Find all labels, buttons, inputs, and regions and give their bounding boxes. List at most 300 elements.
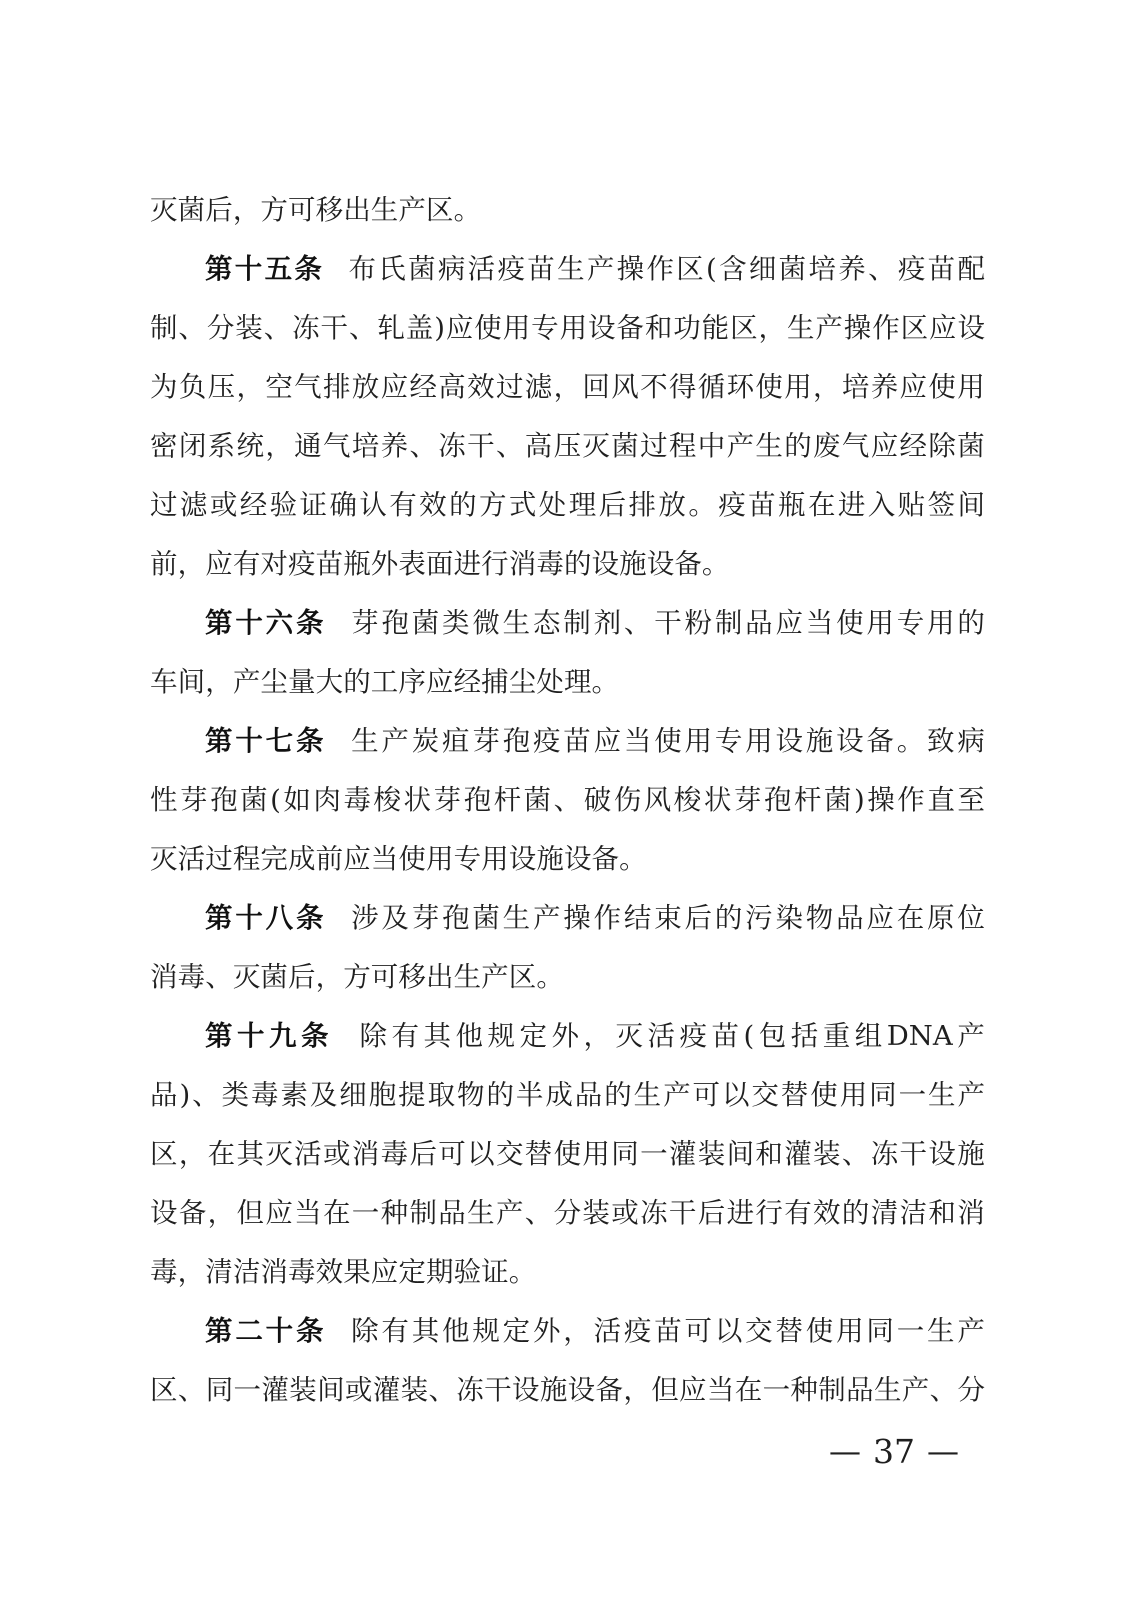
body-char: 菌: [260, 960, 288, 993]
body-char: 品: [846, 1373, 874, 1406]
body-char: ，: [265, 429, 293, 462]
body-char: 疽: [442, 724, 470, 757]
body-char: 过: [640, 429, 668, 462]
body-char: 量: [288, 665, 316, 698]
body-char: 活: [294, 1137, 322, 1170]
body-char: 消: [150, 960, 178, 993]
article-heading-char: 十: [235, 606, 263, 639]
text-line: [150, 181, 985, 240]
body-char: 细: [339, 1078, 367, 1111]
body-char: 生: [370, 193, 399, 226]
body-char: 品: [150, 1078, 178, 1111]
body-char: 微: [472, 606, 500, 639]
text-line: [150, 948, 985, 1007]
body-char: 经: [899, 429, 928, 462]
body-char: 及: [309, 1078, 338, 1111]
body-char: 使: [398, 842, 426, 875]
body-char: 一: [233, 1373, 262, 1406]
body-char: 应: [370, 1255, 399, 1288]
text-line: [150, 299, 985, 358]
article-heading-char: 十: [237, 1019, 265, 1052]
body-char: 洁: [232, 1255, 261, 1288]
body-char: 在: [207, 1137, 236, 1170]
body-char: 专: [531, 311, 559, 344]
body-char: 区: [150, 1137, 178, 1170]
article-heading-char: 条: [295, 901, 324, 934]
body-char: 用: [839, 1078, 868, 1111]
body-char: 设: [836, 724, 864, 757]
body-char: 、: [409, 429, 437, 462]
body-char: 清: [205, 1255, 233, 1288]
body-char: 验: [269, 488, 298, 521]
body-char: 操: [563, 901, 591, 934]
body-char: 操: [843, 311, 872, 344]
body-char: 苗: [315, 547, 344, 580]
body-char: 应: [343, 842, 371, 875]
body-char: 有: [784, 1196, 812, 1229]
body-char: 经: [453, 665, 482, 698]
body-char: ，: [813, 370, 841, 403]
body-char: 气: [841, 429, 870, 462]
body-char: 尘: [508, 665, 537, 698]
body-char: 疫: [532, 724, 561, 757]
body-char: 区: [676, 252, 704, 285]
body-char: 放: [351, 370, 380, 403]
body-char: 活: [647, 1019, 675, 1052]
body-char: 程: [232, 842, 261, 875]
body-char: 冻: [292, 311, 320, 344]
body-char: 间: [957, 488, 985, 521]
body-char: 闭: [178, 429, 207, 462]
body-char: 活: [593, 1314, 622, 1347]
body-char: 苗: [711, 1019, 739, 1052]
text-line: [150, 1007, 985, 1066]
body-char: 装: [400, 1373, 429, 1406]
body-char: 通: [294, 429, 322, 462]
body-char: 养: [380, 429, 409, 462]
body-char: 一: [898, 1078, 927, 1111]
body-char: 制: [714, 606, 743, 639]
body-char: 类: [442, 606, 470, 639]
body-char: 工: [370, 665, 399, 698]
article-heading-char: 第: [205, 606, 233, 639]
body-char: 移: [315, 193, 344, 226]
body-char: 品: [745, 606, 773, 639]
body-char: 毒: [177, 960, 206, 993]
body-char: 用: [957, 370, 985, 403]
body-char: 施: [957, 1137, 985, 1170]
body-char: 设: [646, 547, 675, 580]
body-char: 替: [775, 1314, 803, 1347]
body-char: 备: [591, 842, 620, 875]
body-char: 生: [502, 606, 531, 639]
body-char: 或: [209, 488, 238, 521]
body-char: 生: [351, 724, 379, 757]
body-char: 性: [150, 783, 178, 816]
body-char: 孢: [763, 783, 792, 816]
body-char: 验: [453, 1255, 482, 1288]
body-char: 气: [294, 370, 322, 403]
body-char: 可: [438, 1137, 466, 1170]
text-line: [150, 358, 985, 417]
body-char: 间: [726, 1137, 755, 1170]
body-char: 使: [928, 370, 956, 403]
body-char: ): [179, 1078, 191, 1111]
body-char: 后: [409, 1137, 437, 1170]
body-char: 灭: [615, 1019, 643, 1052]
article-heading-char: 七: [265, 724, 294, 757]
body-char: 疫: [897, 252, 926, 285]
body-char: 备: [178, 1196, 207, 1229]
body-char: 定: [398, 1255, 426, 1288]
body-char: 交: [495, 1137, 524, 1170]
body-char: 疫: [718, 488, 746, 521]
body-char: 车: [150, 665, 178, 698]
page-footer: [829, 1430, 959, 1472]
body-char: 施: [805, 724, 834, 757]
article-heading-char: 十: [235, 724, 263, 757]
body-char: 灭: [582, 429, 610, 462]
body-char: 风: [611, 370, 639, 403]
body-char: 成: [545, 1078, 573, 1111]
body-char: ，: [205, 665, 233, 698]
body-char: 区: [508, 960, 537, 993]
body-char: 包: [758, 1019, 787, 1052]
body-char: 菌: [240, 783, 268, 816]
body-char: 毒: [343, 783, 371, 816]
body-char: 产: [586, 252, 615, 285]
body-char: 冻: [438, 429, 466, 462]
body-char: 后: [598, 488, 627, 521]
body-char: 芽: [433, 783, 462, 816]
body-char: 芽: [180, 783, 208, 816]
article-heading-char: 第: [205, 724, 233, 757]
body-char: 炭: [411, 724, 440, 757]
body-char: 活: [177, 842, 206, 875]
body-char: 孢: [502, 724, 531, 757]
body-char: 的: [841, 1196, 870, 1229]
body-char: 苗: [748, 488, 776, 521]
body-char: 芽: [733, 783, 762, 816]
body-char: 用: [481, 842, 509, 875]
article-heading-char: 二: [235, 1314, 263, 1347]
body-char: 入: [867, 488, 896, 521]
body-char: 移: [398, 960, 426, 993]
article-heading-char: 五: [264, 252, 293, 285]
body-char: 操: [616, 252, 645, 285]
body-char: 种: [790, 1373, 818, 1406]
body-char: 芽: [411, 901, 440, 934]
body-char: 苗: [654, 1314, 682, 1347]
body-char: 装: [289, 1373, 317, 1406]
body-char: 统: [236, 429, 264, 462]
body-char: 用: [502, 311, 531, 344]
article-heading-char: 十: [265, 1314, 294, 1347]
body-char: 效: [419, 488, 447, 521]
body-char: 出: [425, 960, 454, 993]
body-char: 。: [701, 547, 730, 580]
body-char: 当: [294, 1196, 322, 1229]
body-char: 功: [673, 311, 701, 344]
body-char: 种: [380, 1196, 409, 1229]
body-char: 可: [684, 1314, 712, 1347]
body-char: 理: [563, 665, 592, 698]
body-char: 。: [453, 193, 482, 226]
body-char: 除: [359, 1019, 387, 1052]
body-char: 和: [644, 311, 673, 344]
body-char: 布: [348, 252, 376, 285]
body-char: 芽: [351, 606, 379, 639]
body-char: 物: [457, 1078, 485, 1111]
body-char: ，: [563, 1314, 591, 1347]
body-char: 素: [280, 1078, 308, 1111]
body-char: 他: [455, 1019, 483, 1052]
body-char: 设: [567, 1373, 596, 1406]
body-char: 至: [957, 783, 985, 816]
body-char: 的: [486, 1078, 514, 1111]
body-char: 灭: [150, 842, 178, 875]
body-char: 行: [755, 1196, 783, 1229]
body-char: 分: [206, 311, 235, 344]
article-heading-char: 第: [205, 901, 233, 934]
body-char: 施: [619, 547, 647, 580]
body-char: 后: [205, 193, 233, 226]
body-char: 用: [684, 724, 712, 757]
article-heading-char: 第: [205, 252, 233, 285]
body-char: 区: [730, 311, 758, 344]
body-char: ，: [236, 370, 264, 403]
body-char: 生: [755, 429, 783, 462]
body-char: 有: [381, 1314, 409, 1347]
body-char: 盖: [405, 311, 434, 344]
body-char: 冻: [870, 1137, 899, 1170]
body-char: 外: [551, 1019, 579, 1052]
body-char: 使: [474, 311, 502, 344]
body-char: 疫: [497, 252, 525, 285]
body-char: 应: [929, 311, 957, 344]
body-char: 前: [315, 842, 344, 875]
body-char: 以: [467, 1137, 495, 1170]
body-char: 灌: [668, 1137, 697, 1170]
body-char: 间: [317, 1373, 345, 1406]
body-char: 肉: [313, 783, 341, 816]
body-char: 的: [714, 901, 743, 934]
body-char: 的: [343, 665, 371, 698]
body-char: 干: [668, 1196, 697, 1229]
body-char: 压: [553, 429, 582, 462]
body-char: 轧: [377, 311, 405, 344]
body-char: 细: [748, 252, 777, 285]
body-char: 制: [150, 311, 178, 344]
body-char: (: [743, 1019, 755, 1052]
body-char: 毒: [288, 1255, 316, 1288]
body-char: 专: [714, 724, 743, 757]
body-char: 装: [582, 1196, 610, 1229]
body-char: 冻: [640, 1196, 668, 1229]
text-line: [150, 889, 985, 948]
body-char: 消: [351, 1137, 380, 1170]
body-char: 出: [343, 193, 371, 226]
body-char: 在: [896, 901, 925, 934]
body-char: 杆: [793, 783, 822, 816]
body-char: ，: [232, 193, 261, 226]
body-char: 设: [928, 1137, 956, 1170]
body-char: 方: [260, 193, 288, 226]
body-char: 一: [762, 1373, 791, 1406]
body-char: 作: [897, 783, 925, 816]
body-char: 用: [425, 842, 454, 875]
lead-gap: [324, 269, 346, 270]
body-char: 专: [896, 606, 925, 639]
body-char: ): [434, 311, 445, 344]
body-char: 。: [536, 960, 564, 993]
body-char: 染: [775, 901, 803, 934]
body-char: 、: [192, 1078, 220, 1111]
article-heading-char: 第: [205, 1314, 233, 1347]
body-char: 期: [425, 1255, 454, 1288]
body-char: 菌: [523, 783, 552, 816]
text-line: [150, 476, 985, 535]
body-char: 区: [425, 193, 454, 226]
body-char: 和: [928, 1196, 956, 1229]
body-char: 、: [929, 1373, 958, 1406]
body-char: 生: [453, 960, 482, 993]
body-char: 除: [928, 429, 956, 462]
body-char: 分: [957, 1373, 985, 1406]
lead-gap: [326, 623, 348, 624]
body-char: 分: [553, 1196, 582, 1229]
body-char: 理: [568, 488, 597, 521]
body-char: 态: [532, 606, 561, 639]
body-char: 孢: [463, 783, 492, 816]
text-line: [150, 240, 985, 299]
body-char: 菌: [778, 252, 807, 285]
body-char: 品: [438, 1196, 466, 1229]
text-line: [150, 1361, 985, 1420]
body-char: 密: [150, 429, 178, 462]
body-char: 进: [453, 547, 482, 580]
body-char: 干: [320, 311, 349, 344]
body-char: 用: [866, 606, 894, 639]
body-char: 灭: [232, 960, 261, 993]
body-char: 菌: [408, 252, 436, 285]
body-char: 应: [775, 606, 803, 639]
lead-gap: [326, 918, 348, 919]
body-char: 含: [719, 252, 747, 285]
body-char: 、: [205, 960, 233, 993]
body-char: 制: [409, 1196, 437, 1229]
body-char: 灭: [150, 193, 178, 226]
body-char: 同: [205, 1373, 234, 1406]
body-char: 产: [957, 1019, 985, 1052]
body-char: 认: [359, 488, 387, 521]
body-char: 一: [896, 1314, 925, 1347]
article-heading-char: 第: [205, 1019, 233, 1052]
body-char: 应: [380, 370, 409, 403]
body-char: 污: [745, 901, 773, 934]
body-char: 产: [495, 1196, 524, 1229]
body-char: 可: [692, 1078, 721, 1111]
article-heading-char: 条: [294, 252, 322, 285]
body-char: ，: [207, 1196, 236, 1229]
body-char: 生: [467, 1196, 495, 1229]
body-char: 效: [813, 1196, 841, 1229]
body-char: 序: [398, 665, 426, 698]
body-char: 使: [836, 606, 864, 639]
body-char: 设: [150, 1196, 178, 1229]
body-char: 装: [813, 1137, 841, 1170]
body-char: 后: [288, 960, 316, 993]
body-char: 得: [668, 370, 697, 403]
body-char: 配: [957, 252, 985, 285]
body-char: 滤: [524, 370, 553, 403]
body-char: 使: [805, 1314, 834, 1347]
body-char: 施: [536, 842, 564, 875]
body-char: 用: [784, 370, 812, 403]
body-char: 果: [343, 1255, 371, 1288]
body-char: 不: [640, 370, 668, 403]
body-char: 制: [563, 606, 591, 639]
body-char: 菌: [177, 193, 206, 226]
body-char: 方: [478, 488, 507, 521]
body-char: 。: [688, 488, 716, 521]
text-line: [150, 1243, 985, 1302]
body-char: 作: [593, 901, 622, 934]
article-heading-char: 九: [269, 1019, 297, 1052]
body-char: DNA: [886, 1019, 953, 1052]
text-line: [150, 1125, 985, 1184]
body-char: 胞: [368, 1078, 397, 1111]
body-char: 设: [563, 842, 592, 875]
body-char: 在: [322, 1196, 351, 1229]
body-char: ，: [315, 960, 344, 993]
body-char: 组: [854, 1019, 883, 1052]
body-char: 产: [726, 429, 755, 462]
body-char: 替: [780, 1078, 809, 1111]
body-char: 同: [869, 1078, 897, 1111]
body-char: 备: [674, 547, 702, 580]
page-number: 37: [873, 1431, 915, 1471]
body-char: 洁: [899, 1196, 928, 1229]
body-char: 、: [348, 311, 377, 344]
body-char: 涉: [351, 901, 379, 934]
body-char: 品: [836, 901, 864, 934]
body-char: 压: [207, 370, 236, 403]
body-char: 产: [232, 665, 261, 698]
article-heading-char: 六: [265, 606, 294, 639]
body-char: 证: [299, 488, 328, 521]
body-char: 设: [957, 311, 985, 344]
body-char: 有: [391, 1019, 419, 1052]
body-char: 毒: [250, 1078, 279, 1111]
body-char: 应: [265, 1196, 293, 1229]
body-char: 其: [411, 1314, 440, 1347]
body-char: 一: [351, 1196, 380, 1229]
body-char: 面: [425, 547, 454, 580]
body-char: 剂: [593, 606, 622, 639]
body-char: 应: [445, 311, 474, 344]
body-char: 毒: [380, 1137, 409, 1170]
body-char: 产: [957, 1078, 985, 1111]
body-char: 品: [574, 1078, 603, 1111]
body-char: 、: [263, 311, 292, 344]
body-char: 消: [508, 547, 537, 580]
body-char: 菌: [957, 429, 985, 462]
body-char: 或: [344, 1373, 373, 1406]
body-char: 用: [582, 1137, 610, 1170]
body-char: 行: [481, 547, 509, 580]
body-char: 产: [901, 1373, 930, 1406]
